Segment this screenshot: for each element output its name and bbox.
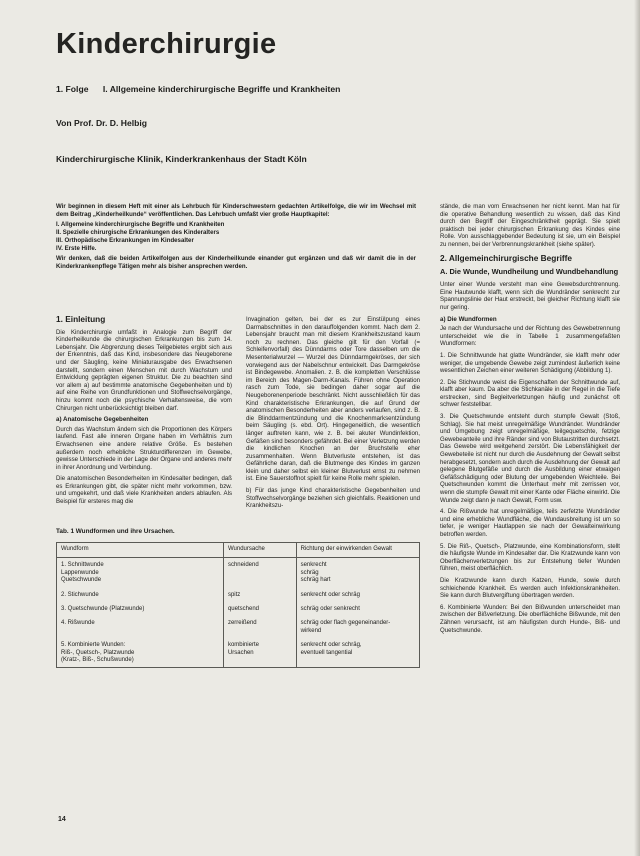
table-cell: 5. Kombinierte Wunden: Riß-, Quetsch-, Platzwunde (Kratz-, Biß-, Schußwunde): [57, 638, 224, 668]
table-header-row: [57, 543, 420, 558]
series-line: [56, 84, 340, 94]
list-item: 6. Kombinierte Wunden: Bei den Bißwunden unterscheidet man zwischen der Bißverletzung. Die oberflächliche Bißwunde, mit den Zähnen verursacht, ist am häufigsten durch Hunde-, Biß- und Quetschwunde.: [440, 603, 620, 634]
table-cell: schräg oder flach gegeneinander- wirkend: [296, 616, 419, 638]
body-paragraph: Je nach der Wundursache und der Richtung des Gewebetrennung unterscheidet wie die in Tabelle 1 zusammengefaßten Wundformen:: [440, 325, 620, 348]
table-cell: 2. Stichwunde: [57, 588, 224, 602]
text-column-left: [56, 316, 232, 510]
table-row: [57, 588, 420, 602]
table-row: [57, 638, 420, 668]
table-row: [57, 616, 420, 638]
body-paragraph: stände, die man vom Erwachsenen her nicht kennt. Man hat für die operative Behandlung wesentlich zu wissen, daß das Kind durch den Begriff der Eingeschränktheit geprägt. Sie spielt praktisch bei jeder chirurgischen Erkrankung des Kindes eine Rolle. Von ausschlaggebender Bedeutung ist sie, um ein Beispiel zu nennen, bei der Verbrennungskrankheit (siehe später).: [440, 203, 620, 248]
page-edge-shadow: [634, 0, 640, 856]
chapter-item: II. Spezielle chirurgische Erkrankungen des Kinderalters: [56, 228, 220, 236]
text-column-middle: [246, 316, 420, 514]
table-cell: 3. Quetschwunde (Platzwunde): [57, 602, 224, 616]
table-cell: senkrecht oder schräg: [296, 588, 419, 602]
series-subtitle: I. Allgemeine kinderchirurgische Begriffe und Krankheiten: [102, 84, 341, 94]
body-paragraph: Durch das Wachstum ändern sich die Proportionen des Körpers laufend. Fast alle inneren Organe haben im Verhältnis zum Erwachsenen eine andere relative Größe. Es bestehen außerdem noch erhebliche Strukturdifferenzen im Gewebe, gewisse Unterschiede in der Lage der Organe und anderes mehr in ihrer Anordnung und Verbindung.: [56, 425, 232, 471]
intro-paragraph: Wir denken, daß die beiden Artikelfolgen aus der Kinderheilkunde einander gut ergänzen und daß wir damit die in der Kinderkrankenpflege Tätigen mehr als bisher ansprechen werden.: [56, 255, 416, 270]
subsection-heading: a) Anatomische Gegebenheiten: [56, 416, 149, 424]
list-item: Die Kratzwunde kann durch Katzen, Hunde, sowie durch schleichende Krankheit. Es werden auch Infektionskrankheiten. Sie kann durch Blutvergiftung übertragen werden.: [440, 576, 620, 600]
table-cell: senkrecht schräg schräg hart: [296, 558, 419, 588]
table-cell: 4. Rißwunde: [57, 616, 224, 638]
column-header: Wundursache: [223, 543, 296, 558]
table-cell: schräg oder senkrecht: [296, 602, 419, 616]
intro-paragraph: Wir beginnen in diesem Heft mit einer als Lehrbuch für Kinderschwestern gedachten Artikelfolge, die wir im Wechsel mit dem Beitrag „Kinderheilkunde“ veröffentlichen. Das Lehrbuch umfaßt vier große Hauptkapitel:: [56, 203, 416, 218]
table-cell: quetschend: [223, 602, 296, 616]
table-cell: schneidend: [223, 558, 296, 588]
list-item: 1. Die Schnittwunde hat glatte Wundränder, sie klafft mehr oder weniger, die umgebende Gewebe zeigt zumindest äußerlich keine wesentlichen Zeichen einer weiteren Schädigung (Abbildung 1).: [440, 351, 620, 375]
table-caption: Tab. 1 Wundformen und ihre Ursachen.: [56, 528, 175, 535]
list-item: 3. Die Quetschwunde entsteht durch stumpfe Gewalt (Stoß, Schlag). Sie hat meist unregelmäßige Wundränder. Wundränder und Umgebung zeigt unregelmäßige, teilgequetschte, fetzige Gewebeanteile und ihre Ränder sind von Blutaustritten durchsetzt. Das Gewebe wird weitgehend zerstört. Die Lebensfähigkeit der Gewebeteile ist nicht nur durch die Ausdehnung der Gewalt selbst herabgesetzt, sondern auch durch die Ausdehnung der Gewalt auf gelegene Blutgefäße und durch die Ausbildung einer etwaigen Gefäßschädigung oder Blutung der umgebenden Weichteile. Bei Quetschwunden kommt die Unterhaut mehr mit zerrissen vor, wenn die stumpfe Gewalt mit einer Kante oder Fläche einwirkt. Die Wunde zeigt dann je nach Gewalt, Form usw.: [440, 413, 620, 504]
chapter-item: I. Allgemeine kinderchirurgische Begriffe und Krankheiten: [56, 221, 225, 229]
series-number: 1. Folge: [56, 84, 89, 94]
table-cell: zerreißend: [223, 616, 296, 638]
affiliation-line: Kinderchirurgische Klinik, Kinderkrankenhaus der Stadt Köln: [56, 154, 307, 164]
list-item: 4. Die Rißwunde hat unregelmäßige, teils zerfetzte Wundränder und eine erhebliche Wundfläche, die Wundausbreitung ist um so tiefer, je weniger Hautlappen sie nach der Gewalteinwirkung betroffen werden.: [440, 508, 620, 538]
list-item: 2. Die Stichwunde weist die Eigenschaften der Schnittwunde auf, klafft aber kaum. Da aber die Stichkanäle in der Regel in die Tiefe erstrecken, sind Begleitverletzungen häufig und zunächst oft schwer feststellbar.: [440, 378, 620, 409]
author-line: Von Prof. Dr. D. Helbig: [56, 118, 148, 128]
section-heading: 2. Allgemeinchirurgische Begriffe: [440, 252, 573, 263]
subsection-heading: a) Die Wundformen: [440, 315, 497, 323]
body-paragraph: Unter einer Wunde versteht man eine Gewebsdurchtrennung. Eine Hautwunde klafft, wenn sich die Wundränder senkrecht zur Spannungslinie der Haut erstreckt, bei gleicher Richtung klafft sie nur gering.: [440, 281, 620, 311]
chapter-item: III. Orthopädische Erkrankungen im Kindesalter: [56, 236, 194, 244]
body-paragraph: b) Für das junge Kind charakteristische Gegebenheiten und Stoffwechselvorgänge beziehen sich gleichfalls. Reaktionen und Krankheitszu-: [246, 487, 420, 510]
column-header: Richtung der einwirkenden Gewalt: [296, 543, 419, 558]
chapter-list: [56, 221, 416, 252]
table-row: [57, 558, 420, 588]
table-cell: senkrecht oder schräg, eventuell tangential: [296, 638, 419, 668]
text-column-right: [440, 203, 620, 638]
table-cell: 1. Schnittwunde Lappenwunde Quetschwunde: [57, 558, 224, 588]
section-heading: 1. Einleitung: [56, 314, 106, 324]
body-paragraph: Die Kinderchirurgie umfaßt in Analogie zum Begriff der Kinderheilkunde die chirurgischen Erkrankungen bis zum 14. Lebensjahr. Die Abgrenzung dieses Teilgebietes ergibt sich aus der Erkenntnis, daß das Kind, insbesondere das Neugeborene und der Säugling, keine Miniaturausgabe des Erwachsenen darstellt, sondern einen Menschen mit durch Wachstum und Entwicklung geprägten eigenen Struktur. Die zu beachten sind vor allem a) auf bestimmte anatomische Gegebenheiten und b) auf eine Reihe von Grundfunktionen und Stoffwechselvorgänge, hinzu kommt noch die psychische Verhaltensweise, die vom Chirurgen nicht unberücksichtigt bleiben darf.: [56, 328, 232, 412]
table-row: [57, 602, 420, 616]
body-paragraph: Invagination gelten, bei der es zur Einstülpung eines Darmabschnittes in den darauffolgenden kommt. Nach dem 2. Lebensjahr braucht man mit diesem Krankheitszustand kaum noch zu rechnen. Das gleiche gilt für den Vorfall (= Schleifenvorfall) des Dünndarms oder Tore dasselben um die Mesenterialwurzel — Wurzel des Dünndarmgekröses, der sich vorwiegend aus der Nabelschnur entwickelt. Das Darmgekröse ist Bindegewebe. Anomalien. z. B. die kompletten Verschlüsse im Bereich des Magen-Darm-Kanals. Führen ohne Operation rasch zum Tode, sie bedingen daher sogar auf die Neugeborenenperiode beschränkt. Nicht ausschließlich für das Kind charakteristische Erkrankungen, die auf Grund der anatomischen Besonderheiten aber anders verlaufen, sind z. B. die Blinddarmentzündung und die Knochenmarksentzündung beim Säugling (s. ebd. Ort). Hingegeneitlich, die wesentlich länger auftreten kann, wie z. B. bei akuter Wundinfektion, Gefäßen sind besonders gefährdet. Bei einer Verletzung werden die kindlichen Knochen an der Bruchstelle eher zusammenhalten. Wenn Blutverluste entstehen, ist das Gefährliche daran, daß die Blutmenge des Kindes im ganzen klein und daher selbst ein kleiner Blutverlust ernst zu nehmen ist. Eine Sauerstoffnot spielt für keine Rolle mehr spielen.: [246, 316, 420, 483]
subsection-heading: A. Die Wunde, Wundheilung und Wundbehandlung: [440, 267, 619, 277]
chapter-item: IV. Erste Hilfe.: [56, 244, 97, 252]
table-cell: spitz: [223, 588, 296, 602]
page-number: 14: [58, 816, 66, 823]
page-title: Kinderchirurgie: [56, 28, 277, 60]
column-header: Wundform: [57, 543, 224, 558]
intro-block: [56, 203, 416, 274]
body-paragraph: Die anatomischen Besonderheiten im Kindesalter bedingen, daß es Erkrankungen gibt, die später nicht mehr vorkommen, bzw. und umgekehrt, und daß viele Krankheiten anders ablaufen. Als Beispiel für ersteres mag die: [56, 475, 232, 506]
table-cell: kombinierte Ursachen: [223, 638, 296, 668]
list-item: 5. Die Riß-, Quetsch-, Platzwunde, eine Kombinationsform, stellt die häufigste Wunde im Kindesalter dar. Die Kratzwunde kann von Oberflächenverletzungen bis zur Entstehung tiefer Wunden führen, meist oberflächlich.: [440, 542, 620, 573]
wound-table: [56, 542, 420, 668]
